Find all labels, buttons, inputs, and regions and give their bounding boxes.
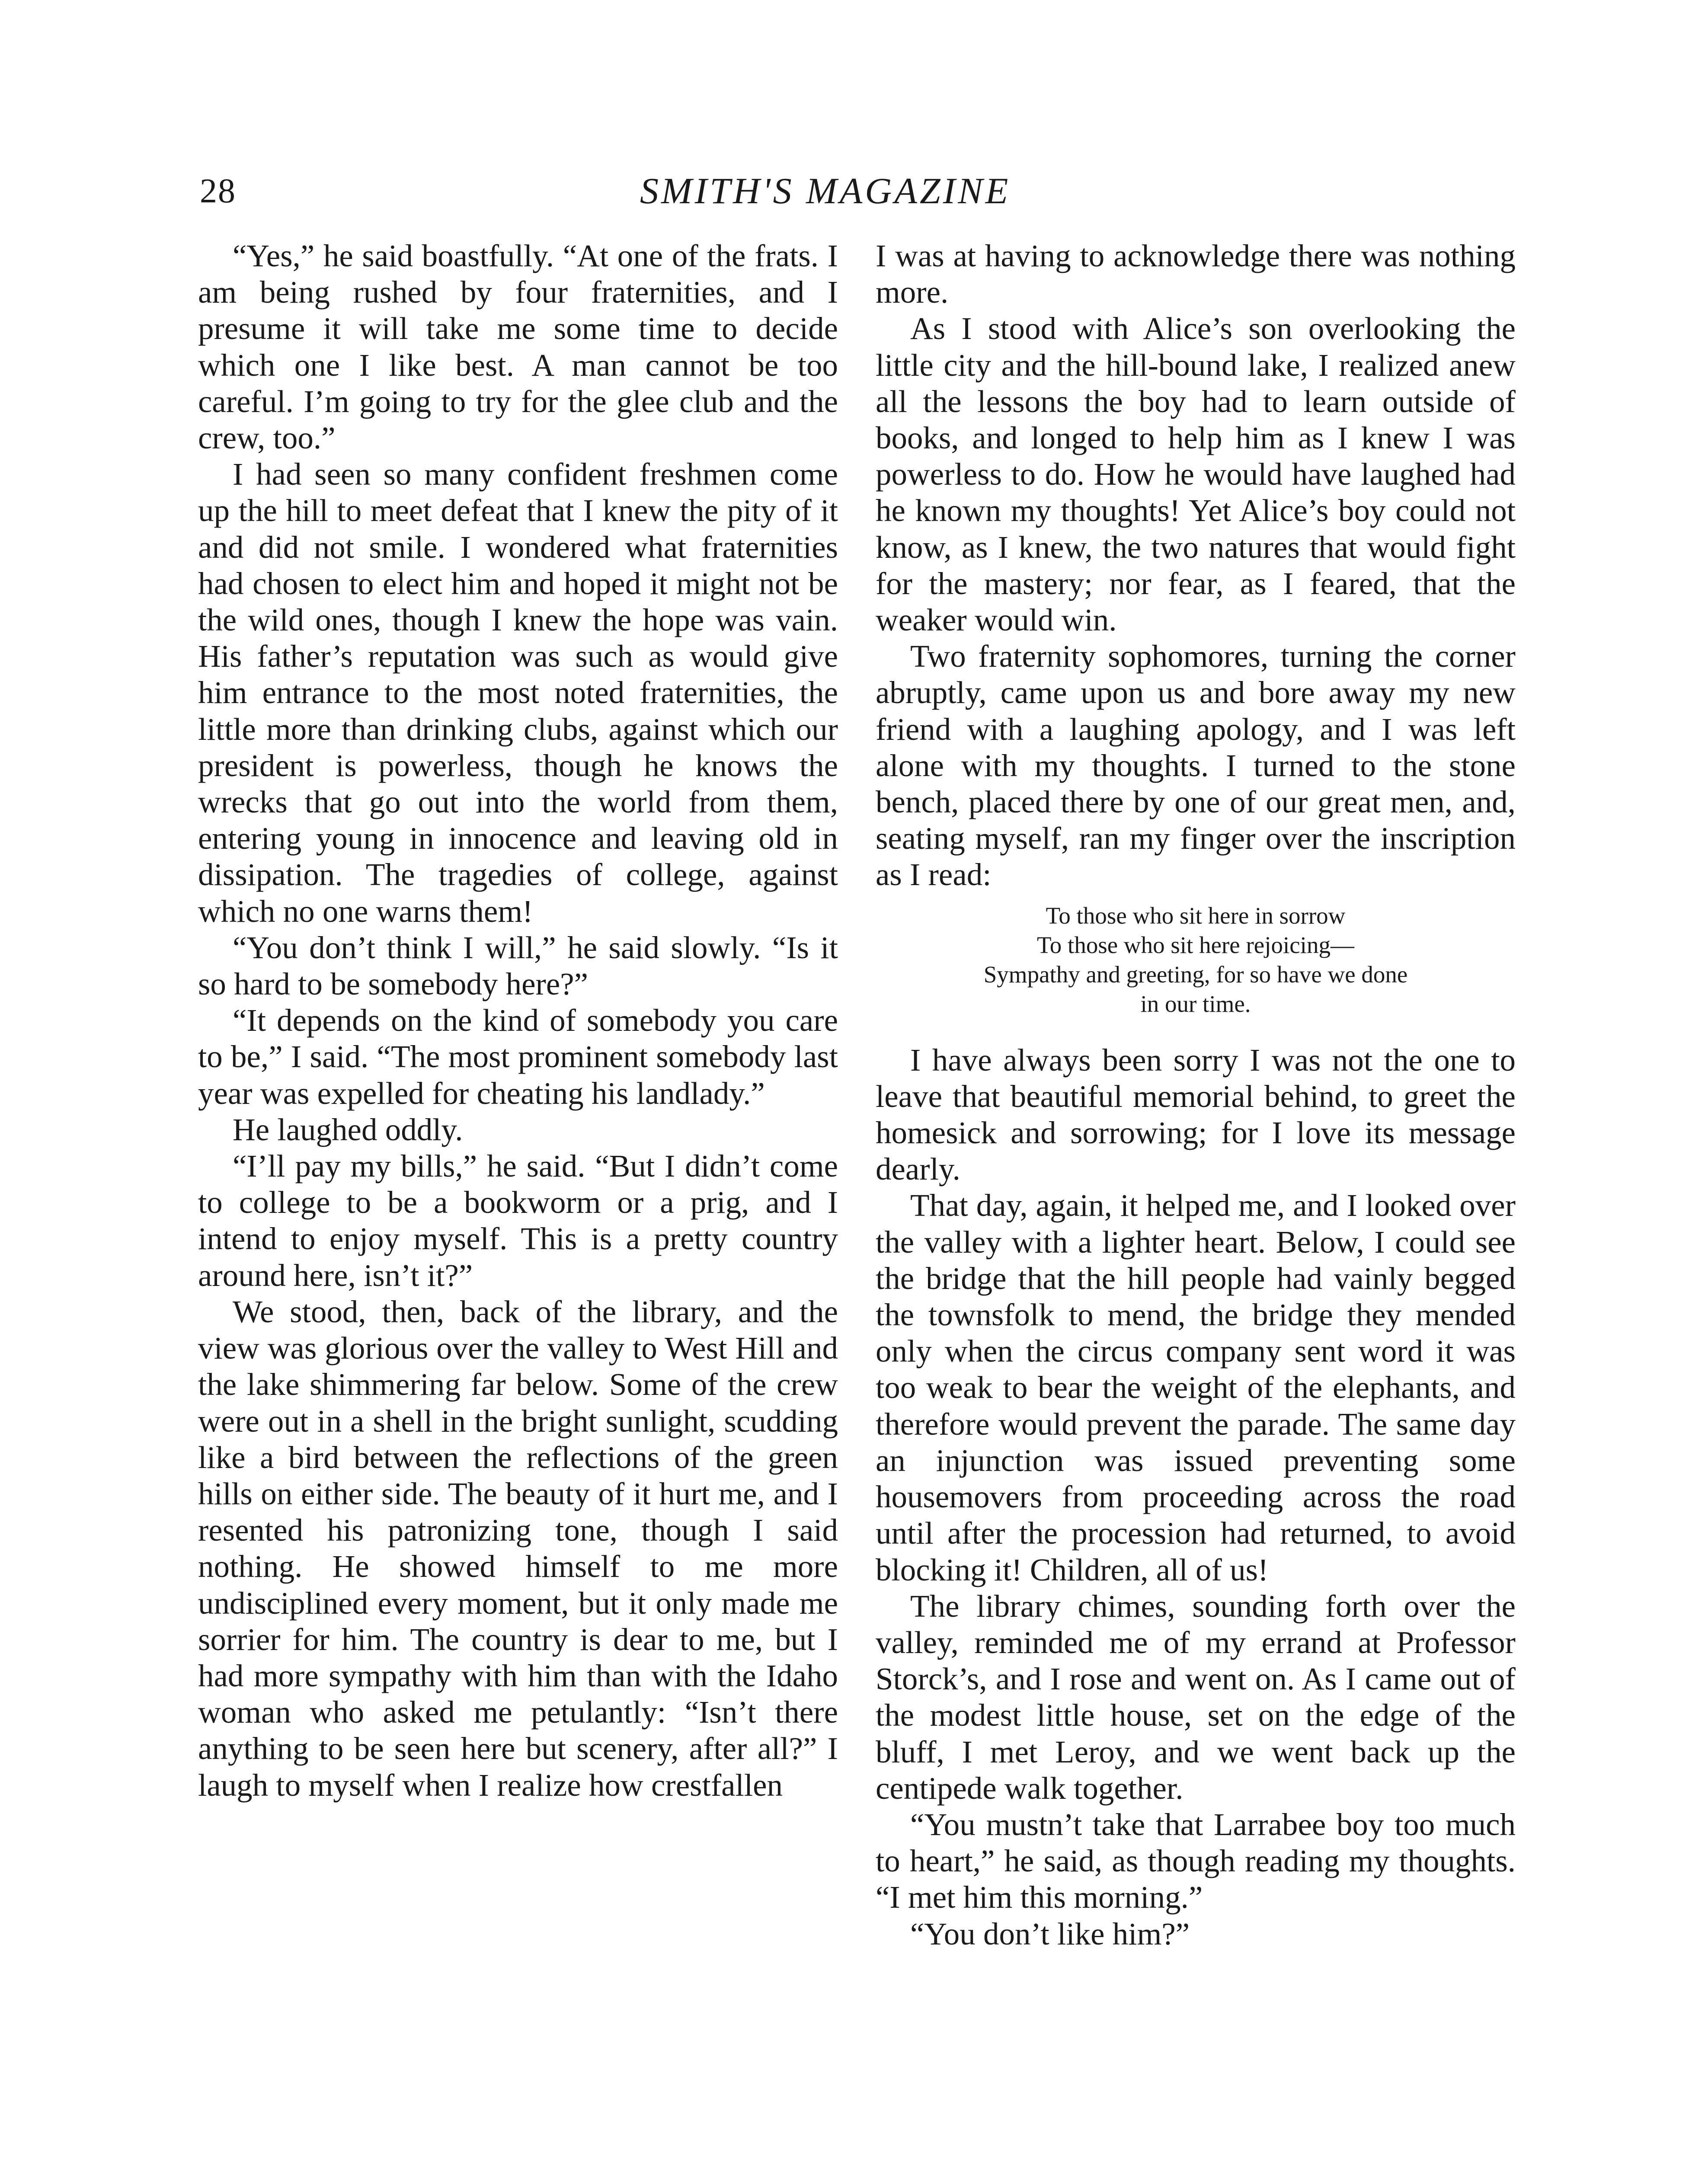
left-paragraphs — [198, 238, 838, 1804]
paragraph: “It depends on the kind of somebody you care to be,” I said. “The most prominent somebody last year was expelled for cheating his landlady.” — [198, 1003, 838, 1111]
paragraph: He laughed oddly. — [233, 1112, 463, 1147]
right-paragraphs-after — [876, 1042, 1516, 1952]
left-column — [198, 238, 838, 1804]
paragraph: “Yes,” he said boastfully. “At one of the frats. I am being rushed by four fraternities, and I presume it will take me some time to decide which one I like best. A man cannot be too careful. I’m going to try for the glee club and the crew, too.” — [198, 238, 838, 456]
inscription-line: Sympathy and greeting, for so have we done — [983, 961, 1408, 988]
page-number: 28 — [200, 172, 236, 210]
paragraph: “You don’t think I will,” he said slowly. “Is it so hard to be somebody here?” — [198, 930, 838, 1002]
inscription-verse — [876, 901, 1516, 1019]
right-column — [876, 238, 1516, 1952]
paragraph: The library chimes, sounding forth over the valley, reminded me of my errand at Professor Storck’s, and I rose and went on. As I came out of the modest little house, set on the edge of the bluff, I met Leroy, and we went back up the centipede walk together. — [876, 1588, 1516, 1806]
right-paragraphs-before — [876, 238, 1516, 893]
paragraph: Two fraternity sophomores, turning the corner abruptly, came upon us and bore away my new friend with a laughing apology, and I was left alone with my thoughts. I turned to the stone bench, placed there by one of our great men, and, seating myself, ran my finger over the inscription as I read: — [876, 639, 1516, 892]
inscription-line: To those who sit here in sorrow — [1046, 902, 1346, 929]
paragraph: I have always been sorry I was not the one to leave that beautiful memorial behind, to greet the homesick and sorrowing; for I love its message dearly. — [876, 1042, 1516, 1187]
inscription-line: in our time. — [1140, 990, 1251, 1017]
paragraph: “I’ll pay my bills,” he said. “But I didn’t come to college to be a bookworm or a prig, and I intend to enjoy myself. This is a pretty country around here, isn’t it?” — [198, 1148, 838, 1293]
paragraph: “You mustn’t take that Larrabee boy too much to heart,” he said, as though reading my thoughts. “I met him this morning.” — [876, 1807, 1516, 1915]
paragraph: I had seen so many confident freshmen come up the hill to meet defeat that I knew the pity of it and did not smile. I wondered what fraternities had chosen to elect him and hoped it might not be the wild ones, though I knew the hope was vain. His father’s reputation was such as would give him entrance to the most noted fraternities, the little more than drinking clubs, against which our president is powerless, though he knows the wrecks that go out into the world from them, entering young in innocence and leaving old in dissipation. The tragedies of college, against which no one warns them! — [198, 457, 838, 929]
paragraph: “You don’t like him?” — [910, 1916, 1190, 1951]
paragraph: That day, again, it helped me, and I looked over the valley with a lighter heart. Below, I could see the bridge that the hill people had vainly begged the townsfolk to mend, the bridge they mended only when the circus company sent word it was too weak to bear the weight of the elephants, and therefore would prevent the parade. The same day an injunction was issued preventing some housemovers from proceeding across the road until after the procession had returned, to avoid blocking it! Children, all of us! — [876, 1188, 1516, 1587]
running-head: SMITH'S MAGAZINE — [640, 170, 1011, 211]
paragraph: We stood, then, back of the library, and the view was glorious over the valley to West Hill and the lake shimmering far below. Some of the crew were out in a shell in the bright sunlight, scudding like a bird between the reflections of the green hills on either side. The beauty of it hurt me, and I resented his patronizing tone, though I said nothing. He showed himself to me more undisciplined every moment, but it only made me sorrier for him. The country is dear to me, but I had more sympathy with him than with the Idaho woman who asked me petulantly: “Isn’t there anything to be seen here but scenery, after all?” I laugh to myself when I realize how crestfallen — [198, 1294, 838, 1803]
paragraph: I was at having to acknowledge there was nothing more. — [876, 238, 1516, 310]
paragraph: As I stood with Alice’s son overlooking the little city and the hill-bound lake, I realized anew all the lessons the boy had to learn outside of books, and longed to help him as I knew I was powerless to do. How he would have laughed had he known my thoughts! Yet Alice’s boy could not know, as I knew, the two natures that would fight for the mastery; nor fear, as I feared, that the weaker would win. — [876, 311, 1516, 638]
inscription-line: To those who sit here rejoicing— — [1037, 931, 1354, 958]
